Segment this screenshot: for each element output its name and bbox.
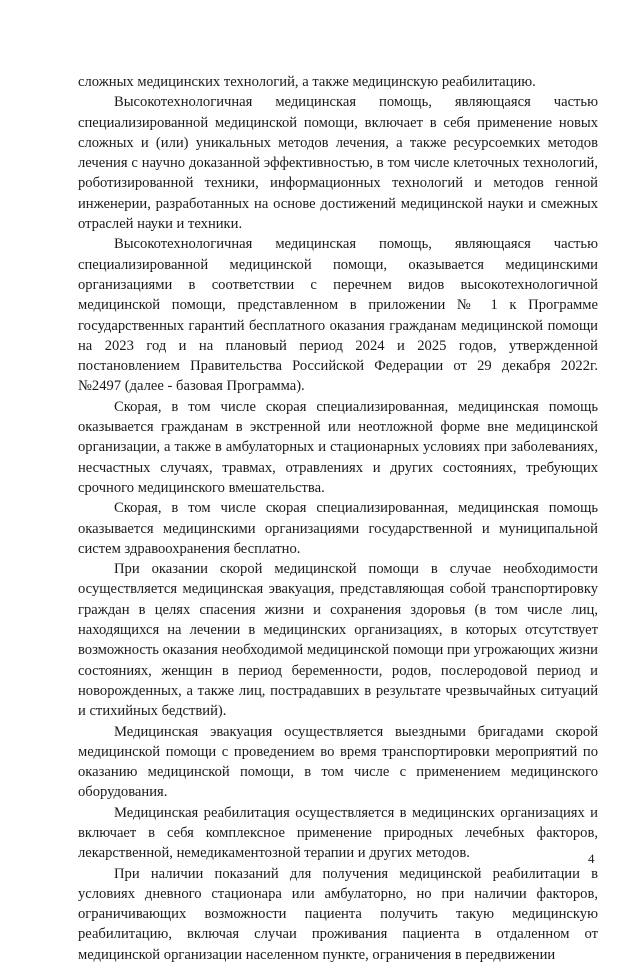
- document-body: [78, 72, 598, 965]
- paragraph: Высокотехнологичная медицинская помощь, являющаяся частью специализированной медицинской помощи, включает в себя применение новых сложных и (или) уникальных методов лечения, а также ресурсоемких методов лечения с научно доказанной эффективностью, в том числе клеточных технологий, роботизированной техники, информационных технологий и методов генной инженерии, разработанных на основе достижений медицинской науки и смежных отраслей науки и техники.: [78, 94, 598, 233]
- page-number: 4: [588, 851, 595, 866]
- paragraph: Медицинская реабилитация осуществляется в медицинских организациях и включает в себя комплексное применение природных лечебных факторов, лекарственной, немедикаментозной терапии и других методов.: [78, 804, 598, 862]
- paragraph: Медицинская эвакуация осуществляется выездными бригадами скорой медицинской помощи с проведением во время транспортировки мероприятий по оказанию медицинской помощи, в том числе с применением медицинского оборудования.: [78, 723, 598, 801]
- paragraph: Скорая, в том числе скорая специализированная, медицинская помощь оказывается медицинскими организациями государственной и муниципальной систем здравоохранения бесплатно.: [78, 500, 598, 557]
- paragraph: Скорая, в том числе скорая специализированная, медицинская помощь оказывается гражданам в экстренной или неотложной форме вне медицинской организации, а также в амбулаторных и стационарных условиях при заболеваниях, несчастных случаях, травмах, отравлениях и других состояниях, требующих срочного медицинского вмешательства.: [78, 398, 598, 496]
- paragraph: При оказании скорой медицинской помощи в случае необходимости осуществляется медицинская эвакуация, представляющая собой транспортировку граждан в целях спасения жизни и сохранения здоровья (в том числе лиц, находящихся на лечении в медицинских организациях, в которых отсутствует возможность оказания необходимой медицинской помощи при угрожающих жизни состояниях, женщин в период беременности, родов, послеродовой период и новорожденных, а также лиц, пострадавших в результате чрезвычайных ситуаций и стихийных бедствий).: [78, 561, 598, 720]
- paragraph: При наличии показаний для получения медицинской реабилитации в условиях дневного стационара или амбулаторно, но при наличии факторов, ограничивающих возможности пациента получить такую медицинскую реабилитацию, включая случаи проживания пациента в отдаленном от медицинской организации населенном пункте, ограничения в передвижении: [78, 865, 598, 963]
- paragraph: Высокотехнологичная медицинская помощь, являющаяся частью специализированной медицинской помощи, оказывается медицинскими организациями в соответствии с перечнем видов высокотехнологичной медицинской помощи, представленном в приложении № 1 к Программе государственных гарантий бесплатного оказания гражданам медицинской помощи на 2023 год и на плановый период 2024 и 2025 годов, утвержденной постановлением Правительства Российской Федерации от 29 декабря 2022г. №2497 (далее - базовая Программа).: [78, 236, 598, 395]
- paragraph: сложных медицинских технологий, а также медицинскую реабилитацию.: [78, 74, 536, 90]
